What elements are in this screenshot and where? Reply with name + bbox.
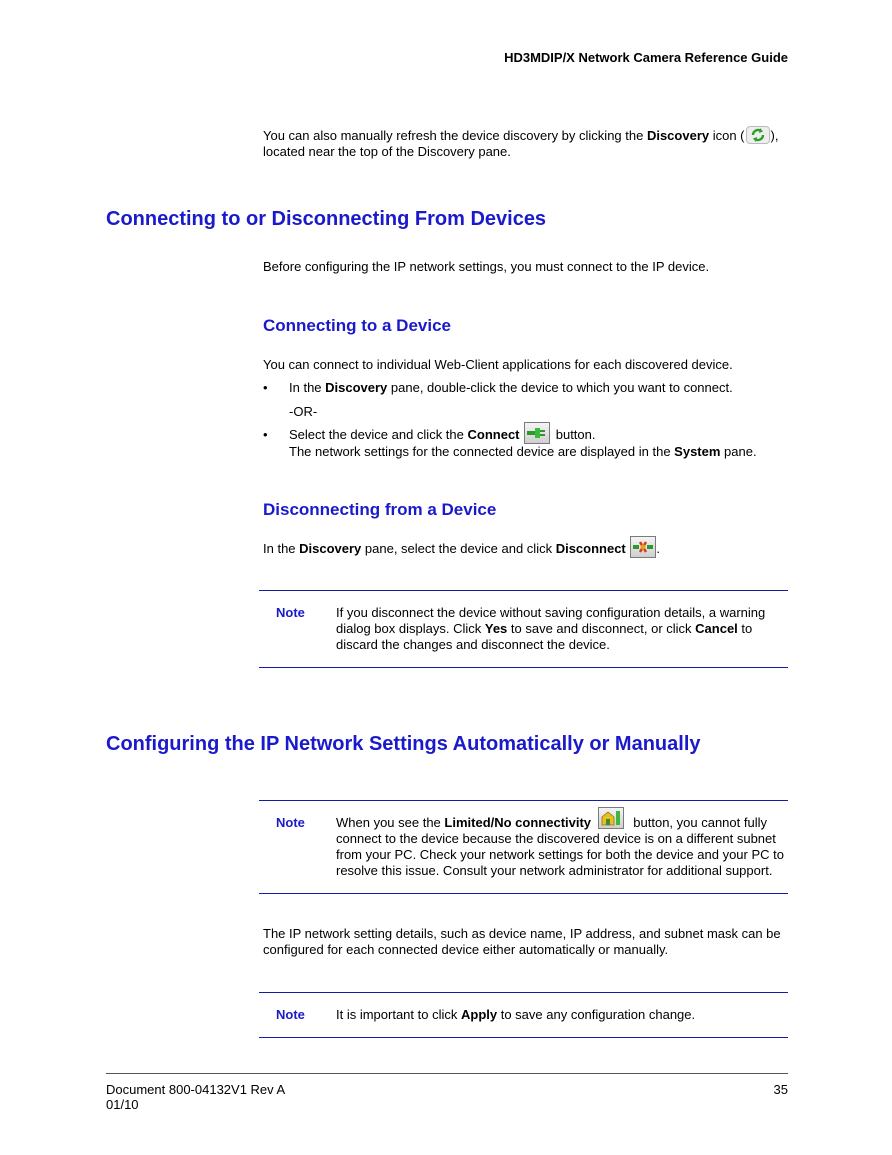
footer-rule: [106, 1073, 788, 1074]
intro-line-1: You can also manually refresh the device discovery by clicking the Discovery icon ( ),: [263, 128, 793, 144]
footer-date: 01/10: [106, 1097, 139, 1112]
bullet-marker: •: [263, 380, 268, 395]
or-separator: -OR-: [289, 404, 318, 419]
ip-settings-paragraph: The IP network setting details, such as device name, IP address, and subnet mask can be configured for each connected device either automatically or manually.: [263, 926, 781, 957]
refresh-icon: [746, 126, 770, 144]
page-number: 35: [773, 1082, 788, 1097]
subheading-connecting-device: Connecting to a Device: [263, 316, 451, 335]
intro-line-2: located near the top of the Discovery pane.: [263, 144, 511, 159]
note-label: Note: [276, 815, 305, 830]
note-text: When you see the Limited/No connectivity button, you cannot fully connect to the device because the discovered device is on a different subnet from your PC. Check your network settings for both the device and your PC to resolve this issue. Consult your network administrator for additional support.: [336, 815, 786, 879]
bullet-item-1: • In the Discovery pane, double-click the device to which you want to connect.: [263, 380, 733, 395]
note-label: Note: [276, 605, 305, 620]
bullet-marker: •: [263, 427, 268, 442]
note-label: Note: [276, 1007, 305, 1022]
note-text: If you disconnect the device without saving configuration details, a warning dialog box displays. Click Yes to save and disconnect, or click Cancel to discard the changes and disconnect the device.: [336, 605, 766, 652]
connect-plug-icon: [524, 422, 550, 444]
subheading-disconnecting-device: Disconnecting from a Device: [263, 500, 497, 519]
disconnect-plug-icon: [630, 536, 656, 558]
disconnecting-paragraph: In the Discovery pane, select the device and click Disconnect .: [263, 541, 793, 558]
connecting-paragraph: You can connect to individual Web-Client applications for each discovered device.: [263, 357, 733, 372]
note-box-disconnect: [259, 590, 788, 668]
note-text: It is important to click Apply to save any configuration change.: [336, 1007, 696, 1022]
section-heading-connecting: Connecting to or Disconnecting From Devices: [106, 208, 547, 230]
running-header: HD3MDIP/X Network Camera Reference Guide: [504, 50, 788, 65]
note-box-apply: [259, 992, 788, 1038]
limited-connectivity-icon: [598, 807, 624, 829]
bullet-item-2: • Select the device and click the Connect button. The network settings for the connected device are displayed in the System pane.: [263, 427, 793, 461]
footer-doc-info: [106, 1082, 285, 1112]
intro-paragraph: [263, 128, 793, 160]
footer-doc-number: Document 800-04132V1 Rev A: [106, 1082, 286, 1097]
note-box-limited-connectivity: [259, 800, 788, 894]
section-heading-configuring: Configuring the IP Network Settings Automatically or Manually: [106, 733, 701, 755]
section1-paragraph: Before configuring the IP network settings, you must connect to the IP device.: [263, 259, 710, 274]
